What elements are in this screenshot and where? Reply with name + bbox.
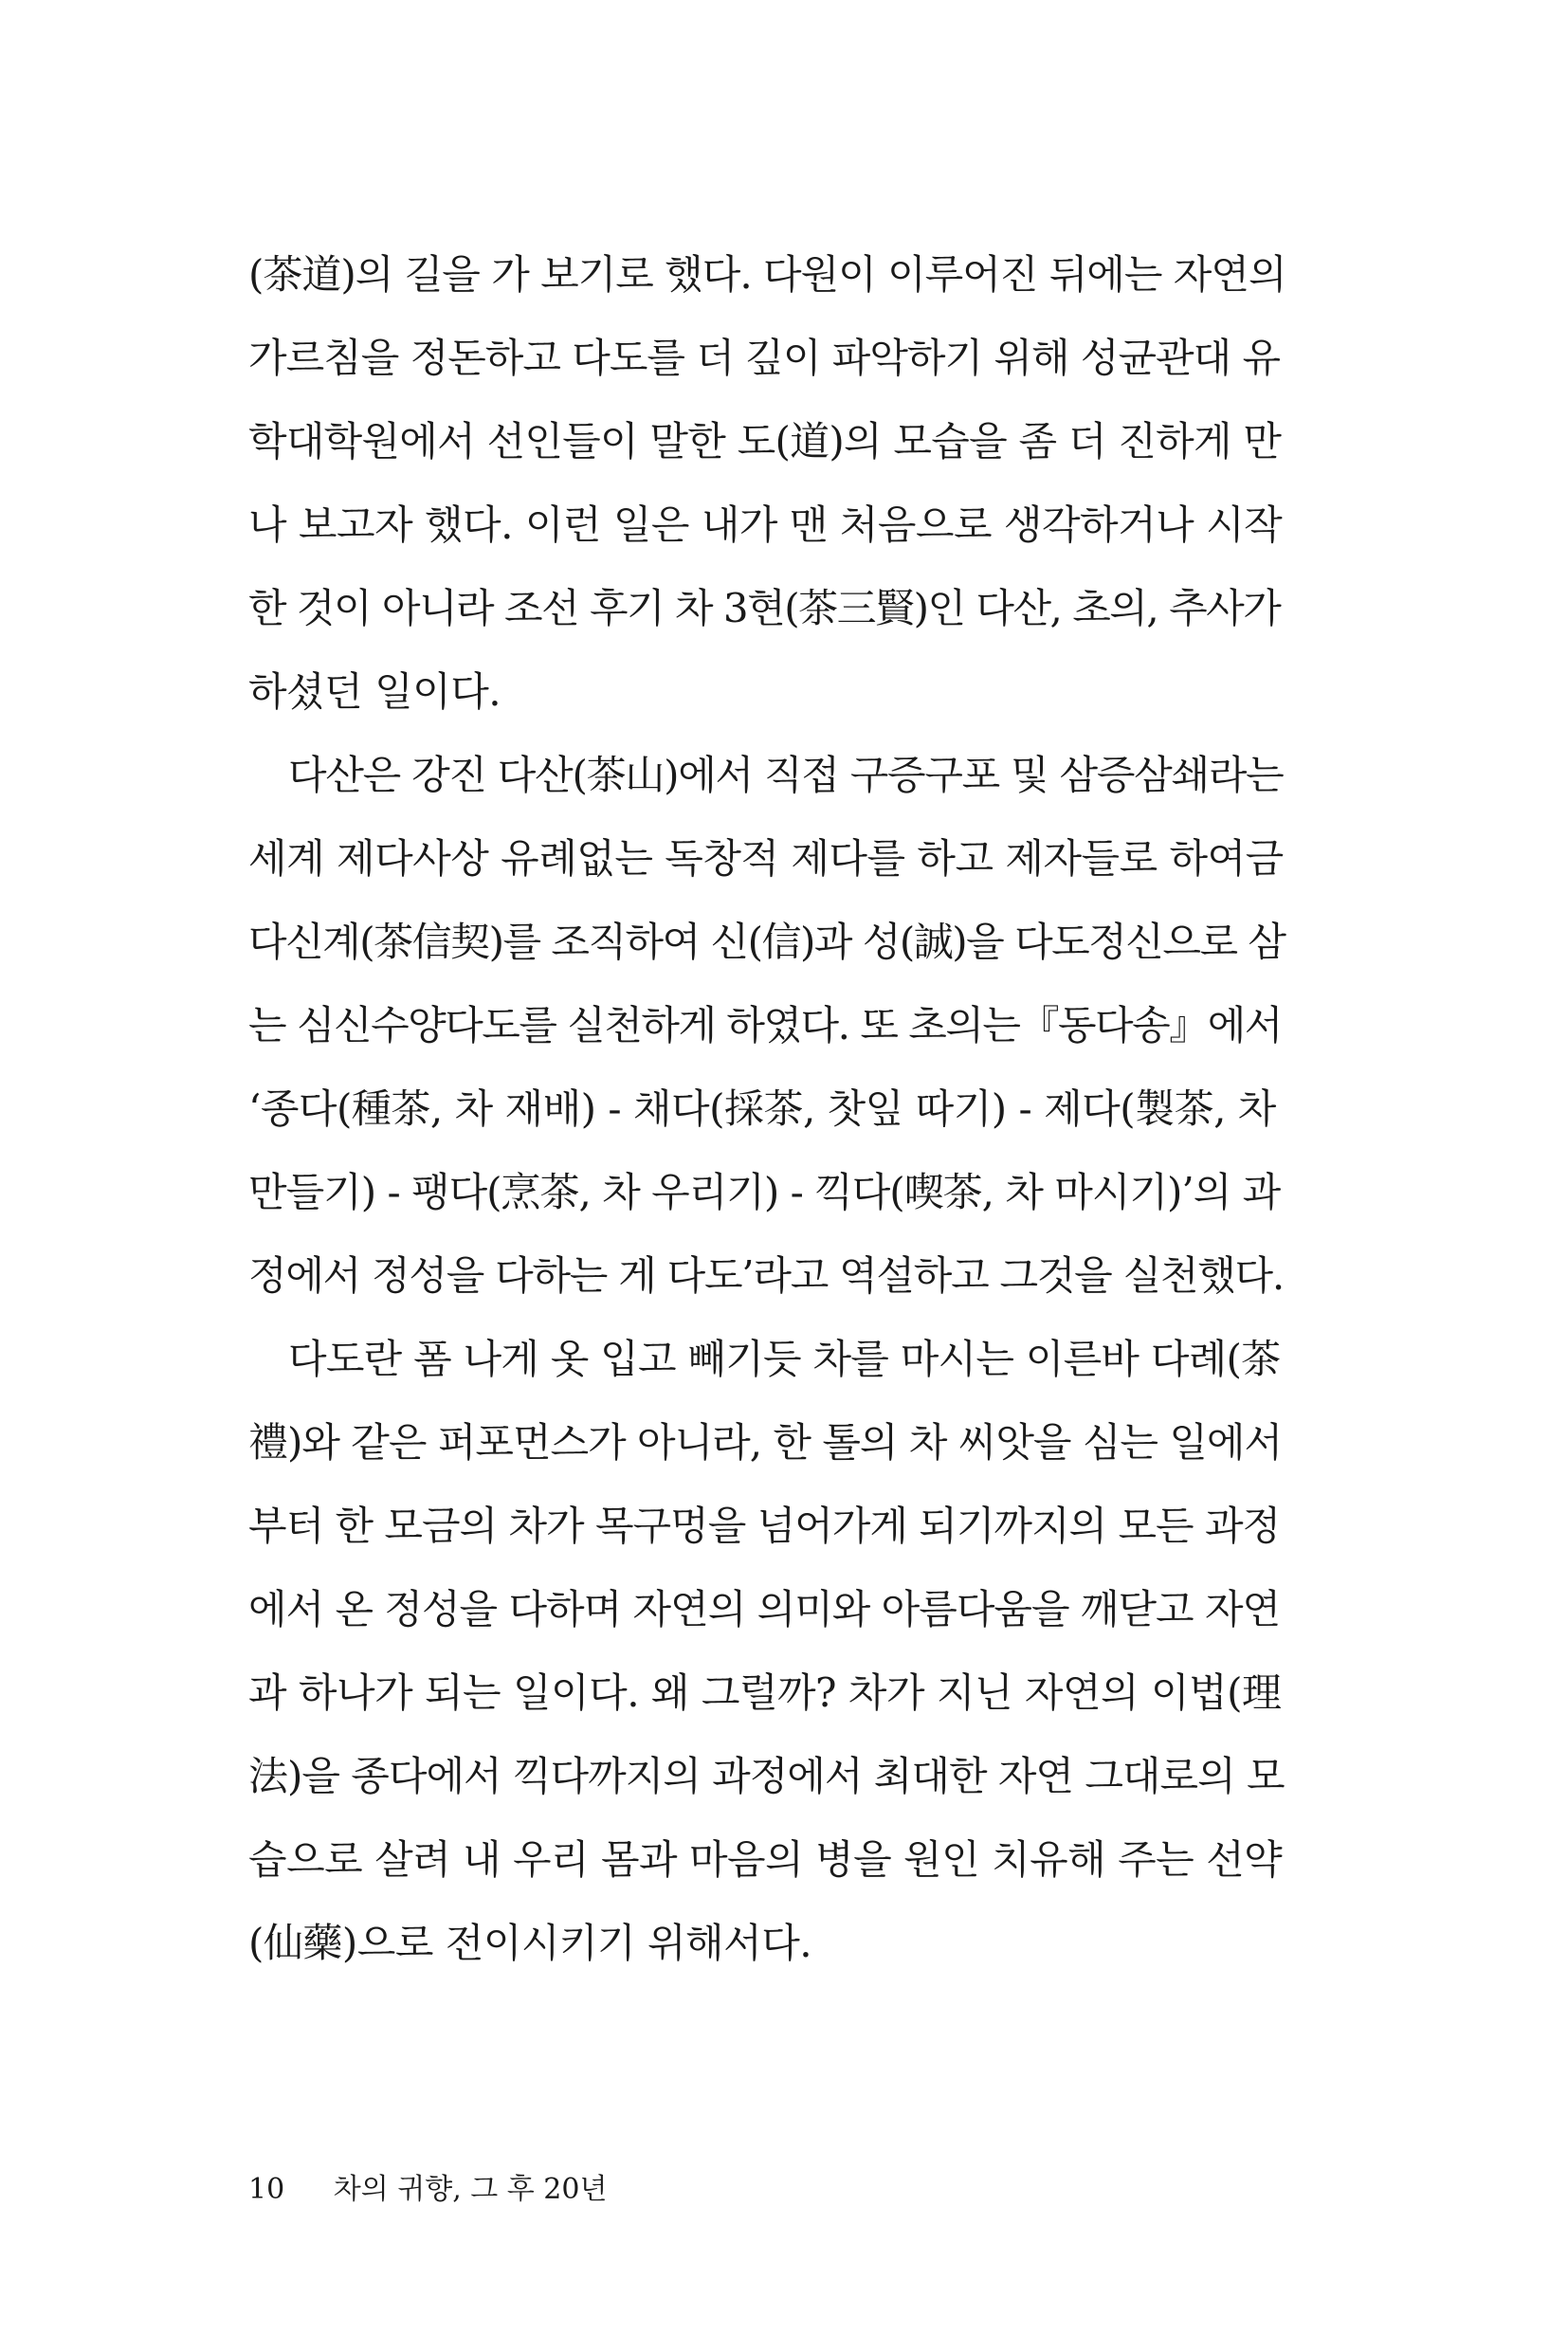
- text-line: 세계 제다사상 유례없는 독창적 제다를 하고 제자들로 하여금: [248, 835, 1284, 882]
- text-line: 는 심신수양다도를 실천하게 하였다. 또 초의는『동다송』에서: [248, 1002, 1282, 1048]
- text-line: 학대학원에서 선인들이 말한 도(道)의 모습을 좀 더 진하게 만: [248, 418, 1282, 465]
- text-line: 나 보고자 했다. 이런 일은 내가 맨 처음으로 생각하거나 시작: [248, 501, 1283, 548]
- text-line: ‘종다(種茶, 차 재배) - 채다(採茶, 찻잎 따기) - 제다(製茶, 차: [248, 1085, 1276, 1132]
- page-footer: [248, 2166, 607, 2214]
- running-title: 차의 귀향, 그 후 20년: [333, 2173, 608, 2206]
- text-line: 法)을 종다에서 끽다까지의 과정에서 최대한 자연 그대로의 모: [248, 1753, 1285, 1799]
- text-line: 가르침을 정돈하고 다도를 더 깊이 파악하기 위해 성균관대 유: [248, 335, 1281, 381]
- text-line: 禮)와 같은 퍼포먼스가 아니라, 한 톨의 차 씨앗을 심는 일에서: [248, 1419, 1283, 1466]
- text-line: 에서 온 정성을 다하며 자연의 의미와 아름다움을 깨닫고 자연: [248, 1586, 1281, 1632]
- text-line: 다신계(茶信契)를 조직하여 신(信)과 성(誠)을 다도정신으로 삼: [248, 919, 1285, 965]
- text-line: 만들기) - 팽다(烹茶, 차 우리기) - 끽다(喫茶, 차 마시기)’의 과: [248, 1169, 1281, 1215]
- text-line: 습으로 살려 내 우리 몸과 마음의 병을 원인 치유해 주는 선약: [248, 1836, 1283, 1883]
- text-line: 과 하나가 되는 일이다. 왜 그럴까? 차가 지닌 자연의 이법(理: [248, 1669, 1282, 1716]
- text-line: 부터 한 모금의 차가 목구멍을 넘어가게 되기까지의 모든 과정: [248, 1503, 1281, 1549]
- body-text: [248, 233, 1286, 1985]
- text-line: 다산은 강진 다산(茶山)에서 직접 구증구포 및 삼증삼쇄라는: [288, 752, 1284, 798]
- text-line: (仙藥)으로 전이시키기 위해서다.: [248, 1920, 812, 1966]
- text-line: 한 것이 아니라 조선 후기 차 3현(茶三賢)인 다산, 초의, 추사가: [248, 585, 1281, 631]
- text-line: 다도란 폼 나게 옷 입고 빼기듯 차를 마시는 이른바 다례(茶: [288, 1336, 1281, 1382]
- text-line: 정에서 정성을 다하는 게 다도’라고 역설하고 그것을 실천했다.: [248, 1252, 1284, 1299]
- page-number: 10: [248, 2173, 285, 2206]
- text-line: 하셨던 일이다.: [248, 668, 501, 715]
- text-line: (茶道)의 길을 가 보기로 했다. 다원이 이루어진 뒤에는 자연의: [248, 251, 1286, 298]
